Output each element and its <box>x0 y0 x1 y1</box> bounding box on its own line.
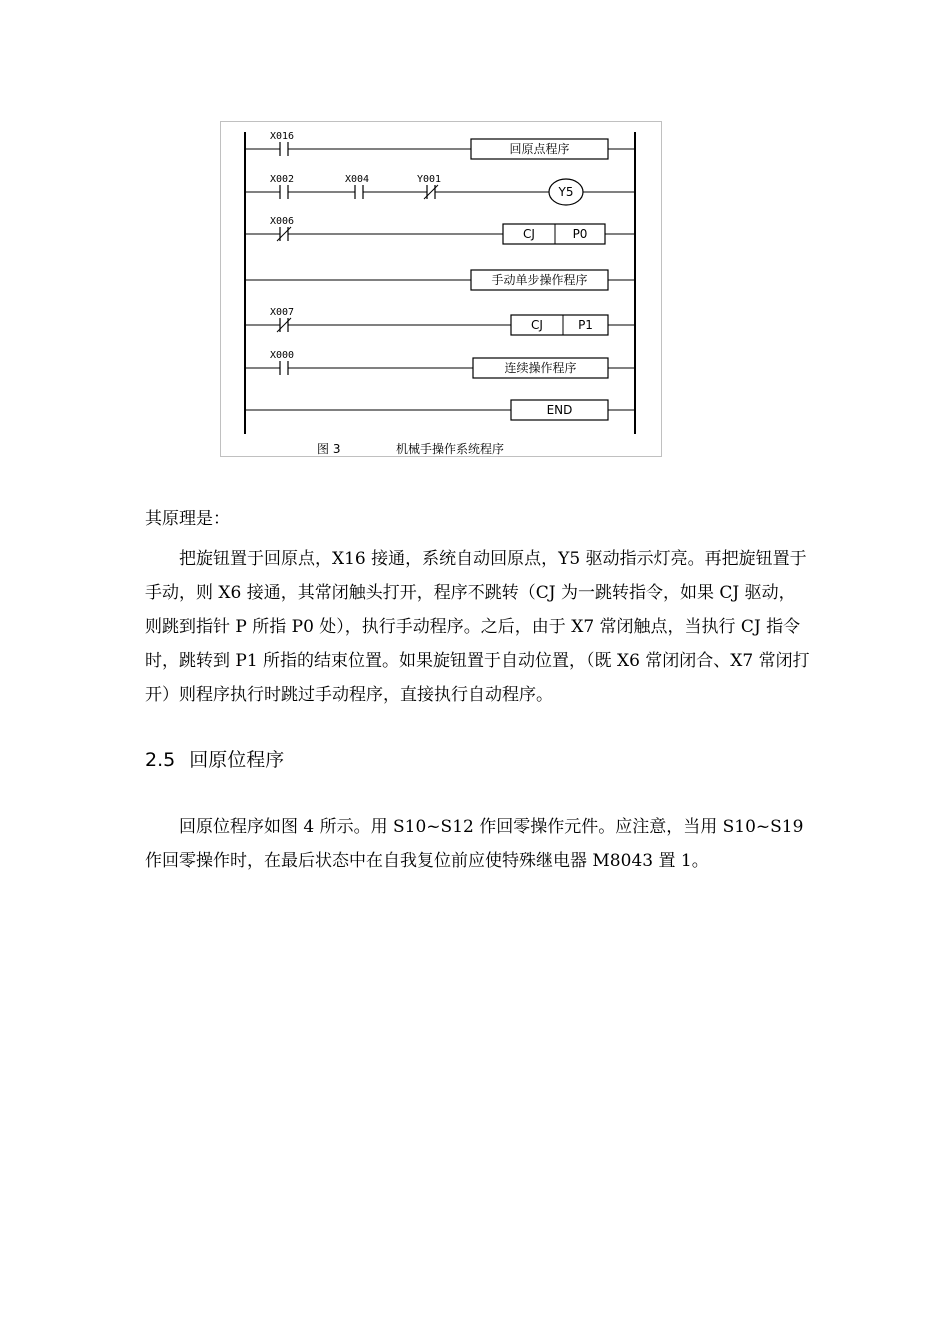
pointer-label: P0 <box>572 227 588 241</box>
contact-label: X006 <box>270 216 295 227</box>
contact-label: Y001 <box>417 174 442 185</box>
contact-label: X002 <box>270 174 295 185</box>
figure-caption: 机械手操作系统程序 <box>396 442 505 456</box>
homing-paragraph: 回原位程序如图 4 所示。用 S10~S12 作回零操作元件。应注意，当用 S10~S19 作回零操作时，在最后状态中在自我复位前应使特殊继电器 M8043 置 1。 <box>145 817 804 871</box>
instruction-label: END <box>546 403 573 417</box>
contact-label: X004 <box>345 174 370 185</box>
contact-label: X007 <box>270 307 295 318</box>
coil-label: Y5 <box>558 185 574 199</box>
contact-label: X000 <box>270 350 295 361</box>
instruction-box <box>503 224 605 244</box>
section-number: 2.5 <box>145 749 176 771</box>
figure-number: 图 3 <box>317 442 341 456</box>
instruction-label: CJ <box>531 318 543 332</box>
contact-label: X016 <box>270 131 295 142</box>
ladder-diagram <box>221 122 663 458</box>
principle-paragraph: 把旋钮置于回原点，X16 接通，系统自动回原点，Y5 驱动指示灯亮。再把旋钮置于手动，则 X6 接通，其常闭触头打开，程序不跳转（CJ 为一跳转指令，如果 CJ 驱动，则跳到指针 P 所指 P0 处），执行手动程序。之后，由于 X7 常闭触点，当执行 CJ 指令时，跳转到 P1 所指的结束位置。如果旋钮置于自动位置，（既 X6 常闭闭合、X7 常闭打开）则程序执行时跳过手动程序，直接执行自动程序。 <box>145 549 810 705</box>
instruction-label: 连续操作程序 <box>504 361 577 375</box>
instruction-label: 回原点程序 <box>509 142 570 156</box>
instruction-box <box>511 315 608 335</box>
instruction-label: CJ <box>523 227 535 241</box>
section-heading <box>145 745 298 772</box>
instruction-label: 手动单步操作程序 <box>491 273 588 287</box>
pointer-label: P1 <box>578 318 593 332</box>
intro-text: 其原理是： <box>145 509 230 529</box>
ladder-diagram-figure <box>220 121 662 457</box>
section-title: 回原位程序 <box>189 749 285 771</box>
